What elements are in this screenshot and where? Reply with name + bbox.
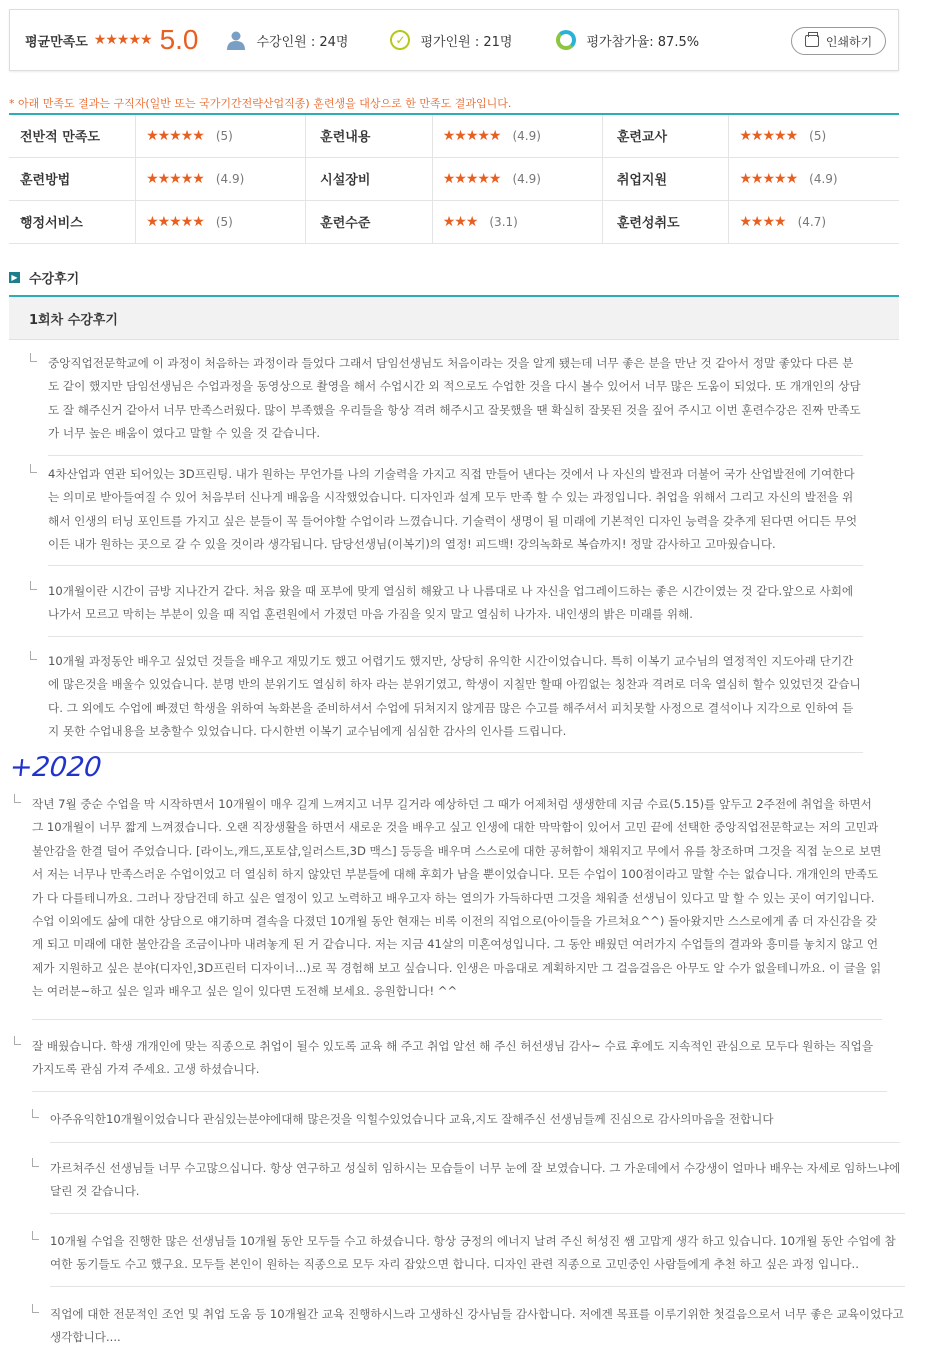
rating-score: (4.9) bbox=[215, 171, 245, 186]
rating-score: (4.7) bbox=[797, 214, 827, 229]
evaluator-count bbox=[390, 30, 512, 50]
survey-notice: * 아래 만족도 결과는 구직자(일반 또는 국가기간전략산업직종) 훈련생을 대상으로 한 만족도 결과입니다. bbox=[9, 97, 512, 110]
reply-corner-icon bbox=[32, 1231, 39, 1240]
participation-rate bbox=[556, 30, 699, 50]
rating-table bbox=[9, 113, 899, 244]
review-text: 작년 7월 중순 수업을 막 시작하면서 10개월이 매우 길게 느껴지고 너무 길거라 예상하던 그 때가 어제처럼 생생한데 지금 수료(5.15)를 앞두고 2주전에 취업을 하면서 그 10개월이 너무 짧게 느껴졌습니다. 오랜 직장생활을 하면서 새로운 것을 배우고 싶고 인생에 대한 막막함이 있어서 고민 끝에 선택한 중앙직업전문학교는 저의 고민과 불안감을 한결 덜어 주었습니다. [라이노,캐드,포토샵,일러스트,3D 맥스] 등등을 배우며 스스로에 대한 공허함이 채워지고 무에서 유를 창조하며 그것을 직접 눈으로 보면서 저는 너무나 만족스러운 수업이었고 더 열심히 하지 않았던 부분들에 대해 후회가 남을 뿐이었습니다. 모든 수업이 100점이라고 말할 수는 없습니다. 개개인의 만족도가 다 다를테니까요. 그러나 장담건데 하고 싶은 열정이 있고 노력하고 배우고자 하는 열의가 가득하다면 그것을 채워줄 선생님이 있다고 말 할 수 있는 곳이 여기입니다. 수업 이외에도 삶에 대한 상담으로 얘기하며 결속을 다졌던 10개월 동안 현재는 비록 이전의 직업으로(아이들을 가르쳐요^^) 돌아왔지만 스스로에게 좀 더 자신감을 갖게 되고 미래에 대한 불안감을 조금이나마 내려놓게 된 거 같습니다. 저는 지금 41살의 미혼여성입니다. 그 동안 배웠던 여러가지 수업들의 결과와 흥미를 놓치지 않고 언제가 지원하고 싶은 분야(디자인,3D프린터 디자이너...)로 꼭 경험해 보고 싶습니다. 인생은 마음대로 계획하지만 그 걸음걸음은 아무도 알 수가 없을테니까요. 이 글을 읽는 여러분~하고 싶은 일과 배우고 싶은 일이 있다면 도전해 보세요. 응원합니다! ^^ bbox=[32, 797, 882, 999]
reply-corner-icon bbox=[32, 1109, 39, 1118]
rating-stars: ★★★★★ bbox=[739, 127, 798, 144]
evaluator-text: 평가인원 : 21명 bbox=[420, 34, 513, 50]
rating-value bbox=[729, 200, 899, 243]
review-item bbox=[50, 1303, 905, 1353]
rating-score: (5) bbox=[215, 214, 233, 229]
rating-label: 취업지원 bbox=[602, 157, 729, 200]
rating-value bbox=[432, 200, 602, 243]
rating-label: 전반적 만족도 bbox=[9, 114, 136, 157]
rating-stars: ★★★★★ bbox=[146, 170, 204, 187]
rating-value bbox=[432, 157, 602, 200]
review-item bbox=[48, 352, 863, 456]
review-item bbox=[32, 793, 882, 1020]
review-text: 10개월이란 시간이 금방 지나간거 같다. 처음 왔을 때 포부에 맞게 열심히 해왔고 나 나름대로 나 자신을 업그레이드하는 좋은 시간이였는 것 같다.앞으로 사회에 나가서 모르고 막히는 부분이 있을 때 직업 훈련원에서 가졌던 마음 가짐을 잊지 말고 열심히 나가자. 내인생의 밝은 미래를 위해. bbox=[48, 584, 854, 622]
reply-corner-icon bbox=[14, 794, 21, 803]
rating-value bbox=[432, 114, 602, 157]
rating-score: (5) bbox=[215, 128, 233, 143]
rating-stars: ★★★★★ bbox=[442, 170, 501, 187]
rating-row bbox=[9, 114, 899, 157]
avg-stars: ★★★★★ bbox=[93, 32, 152, 48]
review-text: 직업에 대한 전문적인 조언 및 취업 도움 등 10개월간 교육 진행하시느라 고생하신 강사님들 감사합니다. 저에겐 목표를 이루기위한 첫걸음으로서 너무 좋은 교육이었다고 생각합니다.... bbox=[50, 1307, 904, 1345]
rating-score: (4.9) bbox=[512, 171, 541, 186]
reviews-heading bbox=[9, 268, 79, 287]
rating-row bbox=[9, 157, 899, 200]
rating-row bbox=[9, 200, 899, 243]
rating-label: 훈련내용 bbox=[306, 114, 433, 157]
rating-stars: ★★★★ bbox=[739, 213, 786, 230]
rating-score: (4.9) bbox=[809, 171, 838, 186]
rating-value bbox=[136, 157, 306, 200]
rating-stars: ★★★★★ bbox=[442, 127, 501, 144]
enrolled-text: 수강인원 : 24명 bbox=[256, 34, 349, 50]
review-text: 잘 배웠습니다. 학생 개개인에 맞는 직종으로 취업이 될수 있도록 교육 해 주고 취업 알선 해 주신 허선생님 감사~ 수료 후에도 지속적인 관심으로 모두다 원하는 직업을 가지도록 관심 가져 주세요. 고생 하셨습니다. bbox=[32, 1039, 874, 1077]
review-item bbox=[50, 1108, 900, 1143]
rating-label: 시설장비 bbox=[306, 157, 433, 200]
review-text: 중앙직업전문학교에 이 과정이 처음하는 과정이라 들었다 그래서 담임선생님도 처음이라는 것을 알게 됐는데 너무 좋은 분을 만난 것 같아서 정말 좋았다 다른 분 도 같이 했지만 담임선생님은 수업과정을 동영상으로 촬영을 해서 수업시간 외 적으로도 수업한 것을 다시 볼수 있어서 너무 많은 도움이 되었다. 또 개개인의 상담도 잘 해주신거 같아서 너무 만족스러웠다. 많이 부족했을 우리들을 항상 격려 해주시고 잘못했을 땐 확실히 잘못된 것을 짚어 주시고 이번 훈련수강은 진짜 만족도가 너무 높은 배움이 였다고 말할 수 있을 것 같습니다. bbox=[48, 356, 861, 441]
arrow-right-icon: ▶ bbox=[9, 272, 20, 283]
avg-score: 5.0 bbox=[159, 24, 199, 55]
rating-label: 훈련교사 bbox=[602, 114, 729, 157]
print-button[interactable] bbox=[791, 27, 886, 55]
rating-score: (4.9) bbox=[512, 128, 541, 143]
rating-label: 행정서비스 bbox=[9, 200, 136, 243]
ring-icon bbox=[556, 30, 576, 50]
printer-icon bbox=[805, 35, 819, 47]
rating-value bbox=[136, 114, 306, 157]
reply-corner-icon bbox=[30, 651, 37, 660]
person-icon bbox=[225, 29, 247, 51]
review-item bbox=[50, 1157, 905, 1214]
rating-stars: ★★★★★ bbox=[739, 170, 798, 187]
participation-text: 평가참가율: 87.5% bbox=[586, 34, 700, 50]
reply-corner-icon bbox=[32, 1304, 39, 1313]
rating-label: 훈련수준 bbox=[306, 200, 433, 243]
round-title: 1회차 수강후기 bbox=[9, 297, 899, 340]
avg-satisfaction-label: 평균만족도 bbox=[25, 34, 88, 50]
review-item bbox=[48, 463, 863, 566]
print-label: 인쇄하기 bbox=[825, 34, 873, 49]
review-text: 가르쳐주신 선생님들 너무 수고많으십니다. 항상 연구하고 성실히 임하시는 모습들이 너무 눈에 잘 보였습니다. 그 가운데에서 수강생이 얼마나 배우는 자세로 임하느냐에 달린 것 같습니다. bbox=[50, 1161, 901, 1199]
rating-stars: ★★★★★ bbox=[146, 213, 204, 230]
rating-value bbox=[729, 157, 899, 200]
rating-stars: ★★★★★ bbox=[146, 127, 204, 144]
rating-value bbox=[729, 114, 899, 157]
review-item bbox=[32, 1035, 887, 1092]
enrolled-count bbox=[225, 29, 349, 51]
reply-corner-icon bbox=[14, 1036, 21, 1045]
rating-score: (5) bbox=[809, 128, 827, 143]
check-icon: ✓ bbox=[390, 30, 410, 50]
review-item bbox=[50, 1230, 905, 1287]
rating-score: (3.1) bbox=[489, 214, 518, 229]
review-text: 10개월 수업을 진행한 많은 선생님들 10개월 동안 모두들 수고 하셨습니다. 항상 긍정의 에너지 날려 주신 허성진 쌤 고맙게 생각 하고 있습니다. 10개월 동안 수업에 참여한 동기들도 수고 했구요. 모두들 본인이 원하는 직종으로 모두 자리 잡았으면 합니다. 디자인 관련 직종으로 고민중인 사람들에게 추천 하고 싶은 과정 입니다.. bbox=[50, 1234, 896, 1272]
rating-value bbox=[136, 200, 306, 243]
rating-stars: ★★★ bbox=[442, 213, 478, 230]
reply-corner-icon bbox=[30, 581, 37, 590]
reply-corner-icon bbox=[32, 1158, 39, 1167]
review-item bbox=[48, 650, 863, 753]
review-item bbox=[48, 580, 863, 637]
reply-corner-icon bbox=[30, 464, 37, 473]
reviews-title: 수강후기 bbox=[29, 272, 80, 287]
handwritten-annotation: +2020 bbox=[8, 752, 103, 783]
review-text: 10개월 과정동안 배우고 싶었던 것들을 배우고 재밌기도 했고 어렵기도 했지만, 상당히 유익한 시간이었습니다. 특히 이복기 교수님의 열정적인 지도아래 단기간에 많은것을 배울수 있었습니다. 분명 반의 분위기도 열심히 하자 라는 분위기였고, 학생이 지칠만 할때 아낌없는 칭찬과 격려로 더욱 열심히 할수 있었던것 같습니다. 그 외에도 수업에 빠졌던 학생을 위하여 녹화본을 준비하셔서 수업에 뒤쳐지지 않게끔 많은 수고를 해주셔서 피치못할 사정으로 결석이나 지각으로 인하여 듣지 못한 수업내용을 보충할수 있었습니다. 다시한번 이복기 교수님에게 심심한 감사의 인사를 드립니다. bbox=[48, 654, 861, 739]
satisfaction-summary bbox=[9, 9, 899, 71]
review-text: 4차산업과 연관 되어있는 3D프린팅. 내가 원하는 무언가를 나의 기술력을 가지고 직접 만들어 낸다는 것에서 나 자신의 발전과 더불어 국가 산업발전에 기여한다는 의미로 받아들여질 수 있어 처음부터 신나게 배움을 시작했었습니다. 디자인과 설계 모두 만족 할 수 있는 과정입니다. 취업을 위해서 그리고 자신의 발전을 위해서 인생의 터닝 포인트를 가지고 싶은 분들이 꼭 들어야할 수업이라 느꼈습니다. 기술력이 생명이 될 미래에 기본적인 디자인 능력을 갖추게 된다면 어디든 무엇이든 내가 원하는 곳으로 갈 수 있을 것이라 생각됩니다. 담당선생님(이복기)의 열정! 피드백! 강의녹화로 복습까지! 정말 감사하고 고마웠습니다. bbox=[48, 467, 858, 552]
review-text: 아주유익한10개월이었습니다 관심있는분야에대해 많은것을 익힐수있었습니다 교육,지도 잘해주신 선생님들께 진심으로 감사의마음을 전합니다 bbox=[50, 1112, 774, 1126]
reply-corner-icon bbox=[30, 353, 37, 362]
rating-label: 훈련성취도 bbox=[602, 200, 729, 243]
rating-label: 훈련방법 bbox=[9, 157, 136, 200]
